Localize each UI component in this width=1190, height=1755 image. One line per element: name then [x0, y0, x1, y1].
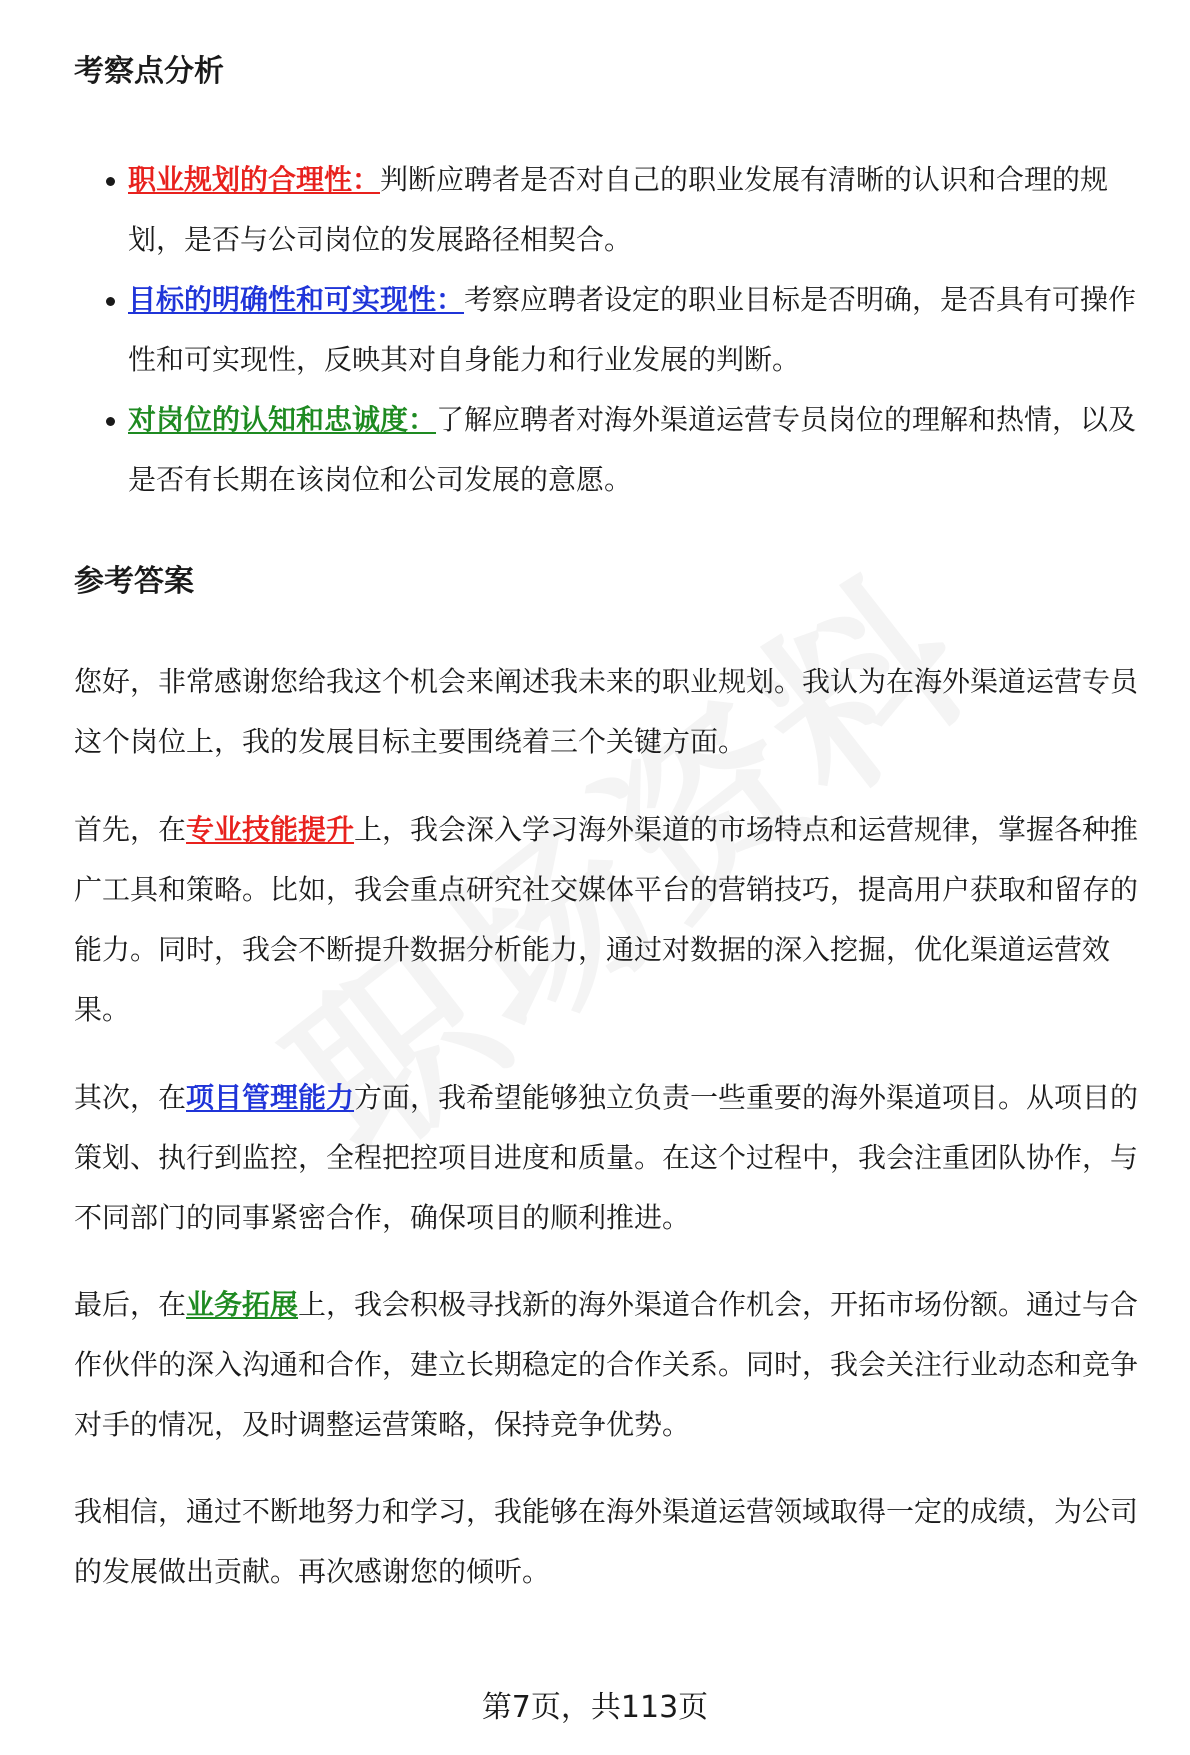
answer-paragraph-project [74, 1068, 1160, 1248]
bullet-item [128, 270, 1160, 390]
paragraph-body: 方面，我希望能够独立负责一些重要的海外渠道项目。从项目的策划、执行到监控，全程把控项目进度和质量。在这个过程中，我会注重团队协作，与不同部门的同事紧密合作，确保项目的顺利推进。 [74, 1081, 1139, 1234]
section-title-answer: 参考答案 [74, 564, 194, 599]
answer-intro-paragraph: 您好，非常感谢您给我这个机会来阐述我未来的职业规划。我认为在海外渠道运营专员这个岗位上，我的发展目标主要围绕着三个关键方面。 [74, 665, 1139, 758]
paragraph-lead: 首先，在 [74, 813, 187, 846]
bullet-text: 了解应聘者对海外渠道运营专员岗位的理解和热情，以及是否有长期在该岗位和公司发展的意愿。 [128, 403, 1137, 496]
bullet-text: 考察应聘者设定的职业目标是否明确，是否具有可操作性和可实现性，反映其对自身能力和行业发展的判断。 [128, 283, 1137, 376]
bullet-text: 判断应聘者是否对自己的职业发展有清晰的认识和合理的规划，是否与公司岗位的发展路径相契合。 [128, 163, 1109, 256]
bullet-item [128, 390, 1160, 510]
paragraph-keyword: 业务拓展 [186, 1288, 299, 1321]
bullet-keyword: 职业规划的合理性： [128, 163, 381, 196]
bullet-item [128, 150, 1160, 270]
paragraph-lead: 其次，在 [74, 1081, 187, 1114]
section-title-analysis: 考察点分析 [74, 54, 224, 89]
paragraph-lead: 最后，在 [74, 1288, 187, 1321]
analysis-bullet-list [128, 150, 1160, 510]
bullet-keyword: 对岗位的认知和忠诚度： [128, 403, 437, 436]
paragraph-keyword: 项目管理能力 [186, 1081, 355, 1114]
paragraph-body: 上，我会积极寻找新的海外渠道合作机会，开拓市场份额。通过与合作伙伴的深入沟通和合作，建立长期稳定的合作关系。同时，我会关注行业动态和竞争对手的情况，及时调整运营策略，保持竞争优势。 [74, 1288, 1139, 1441]
bullet-keyword: 目标的明确性和可实现性： [128, 283, 465, 316]
answer-closing-paragraph: 我相信，通过不断地努力和学习，我能够在海外渠道运营领域取得一定的成绩，为公司的发展做出贡献。再次感谢您的倾听。 [74, 1495, 1139, 1588]
answer-paragraph-skills [74, 800, 1160, 1040]
paragraph-keyword: 专业技能提升 [186, 813, 355, 846]
answer-paragraph-business [74, 1275, 1160, 1455]
paragraph-body: 上，我会深入学习海外渠道的市场特点和运营规律，掌握各种推广工具和策略。比如，我会重点研究社交媒体平台的营销技巧，提高用户获取和留存的能力。同时，我会不断提升数据分析能力，通过对数据的深入挖掘，优化渠道运营效果。 [74, 813, 1139, 1026]
page-number-footer: 第7页，共113页 [481, 1690, 709, 1725]
